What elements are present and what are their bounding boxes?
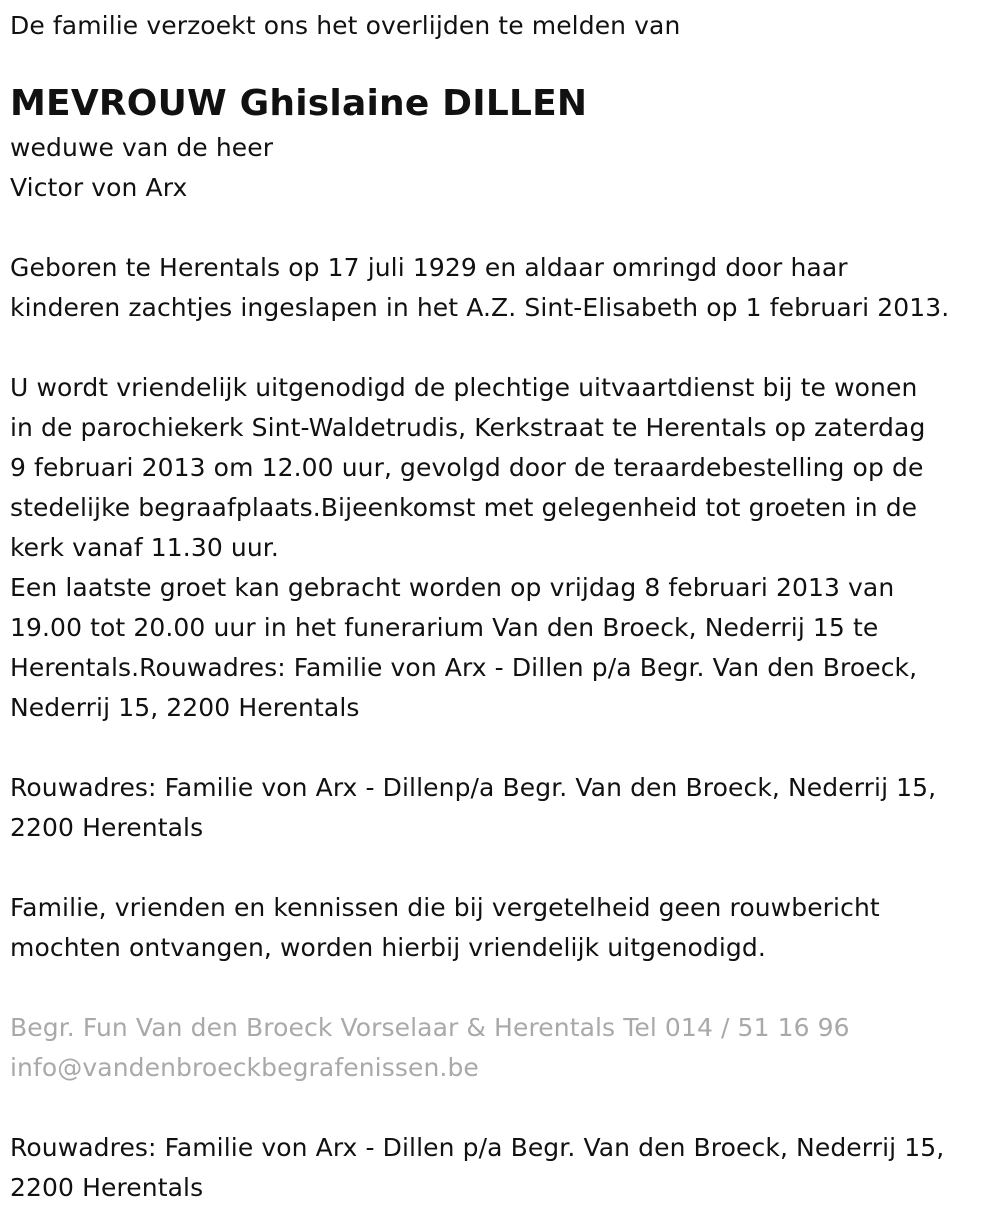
paragraph-line: stedelijke begraafplaats.Bijeenkomst met gelegenheid tot groeten in de — [10, 493, 918, 522]
paragraph-line: Geboren te Herentals op 17 juli 1929 en aldaar omringd door haar — [10, 253, 848, 282]
mourning-address-paragraph — [10, 768, 995, 848]
paragraph-line: 19.00 tot 20.00 uur in het funerarium Van den Broeck, Nederrij 15 te — [10, 613, 879, 642]
intro-text: De familie verzoekt ons het overlijden te melden van — [10, 11, 681, 40]
paragraph-line: U wordt vriendelijk uitgenodigd de plechtige uitvaartdienst bij te wonen — [10, 373, 918, 402]
funeral-home-contact: Begr. Fun Van den Broeck Vorselaar & Herentals Tel 014 / 51 16 96 — [10, 1013, 850, 1042]
invitation-paragraph — [10, 888, 995, 968]
ceremony-paragraph — [10, 368, 995, 728]
paragraph-line: mochten ontvangen, worden hierbij vriendelijk uitgenodigd. — [10, 933, 766, 962]
birth-death-paragraph — [10, 248, 995, 328]
paragraph-line: kinderen zachtjes ingeslapen in het A.Z. Sint-Elisabeth op 1 februari 2013. — [10, 293, 950, 322]
paragraph-line: Familie, vrienden en kennissen die bij vergetelheid geen rouwbericht — [10, 893, 880, 922]
paragraph-line: Rouwadres: Familie von Arx - Dillenp/a Begr. Van den Broeck, Nederrij 15, — [10, 773, 937, 802]
paragraph-line: Rouwadres: Familie von Arx - Dillen p/a Begr. Van den Broeck, Nederrij 15, — [10, 1133, 945, 1162]
paragraph-line: Een laatste groet kan gebracht worden op vrijdag 8 februari 2013 van — [10, 573, 895, 602]
paragraph-line: in de parochiekerk Sint-Waldetrudis, Kerkstraat te Herentals op zaterdag — [10, 413, 926, 442]
paragraph-line: Herentals.Rouwadres: Familie von Arx - Dillen p/a Begr. Van den Broeck, — [10, 653, 918, 682]
funeral-home-info — [10, 1008, 995, 1088]
paragraph-line: 2200 Herentals — [10, 813, 204, 842]
obituary-notice — [10, 6, 995, 1208]
funeral-home-email: info@vandenbroeckbegrafenissen.be — [10, 1053, 479, 1082]
paragraph-line: Nederrij 15, 2200 Herentals — [10, 693, 360, 722]
paragraph-line: kerk vanaf 11.30 uur. — [10, 533, 279, 562]
mourning-address-final — [10, 1128, 995, 1208]
spouse-block — [10, 128, 995, 208]
spouse-line: weduwe van de heer — [10, 133, 274, 162]
spouse-name: Victor von Arx — [10, 173, 188, 202]
paragraph-line: 9 februari 2013 om 12.00 uur, gevolgd door de teraardebestelling op de — [10, 453, 924, 482]
paragraph-line: 2200 Herentals — [10, 1173, 204, 1202]
deceased-name: MEVROUW Ghislaine DILLEN — [10, 83, 588, 124]
